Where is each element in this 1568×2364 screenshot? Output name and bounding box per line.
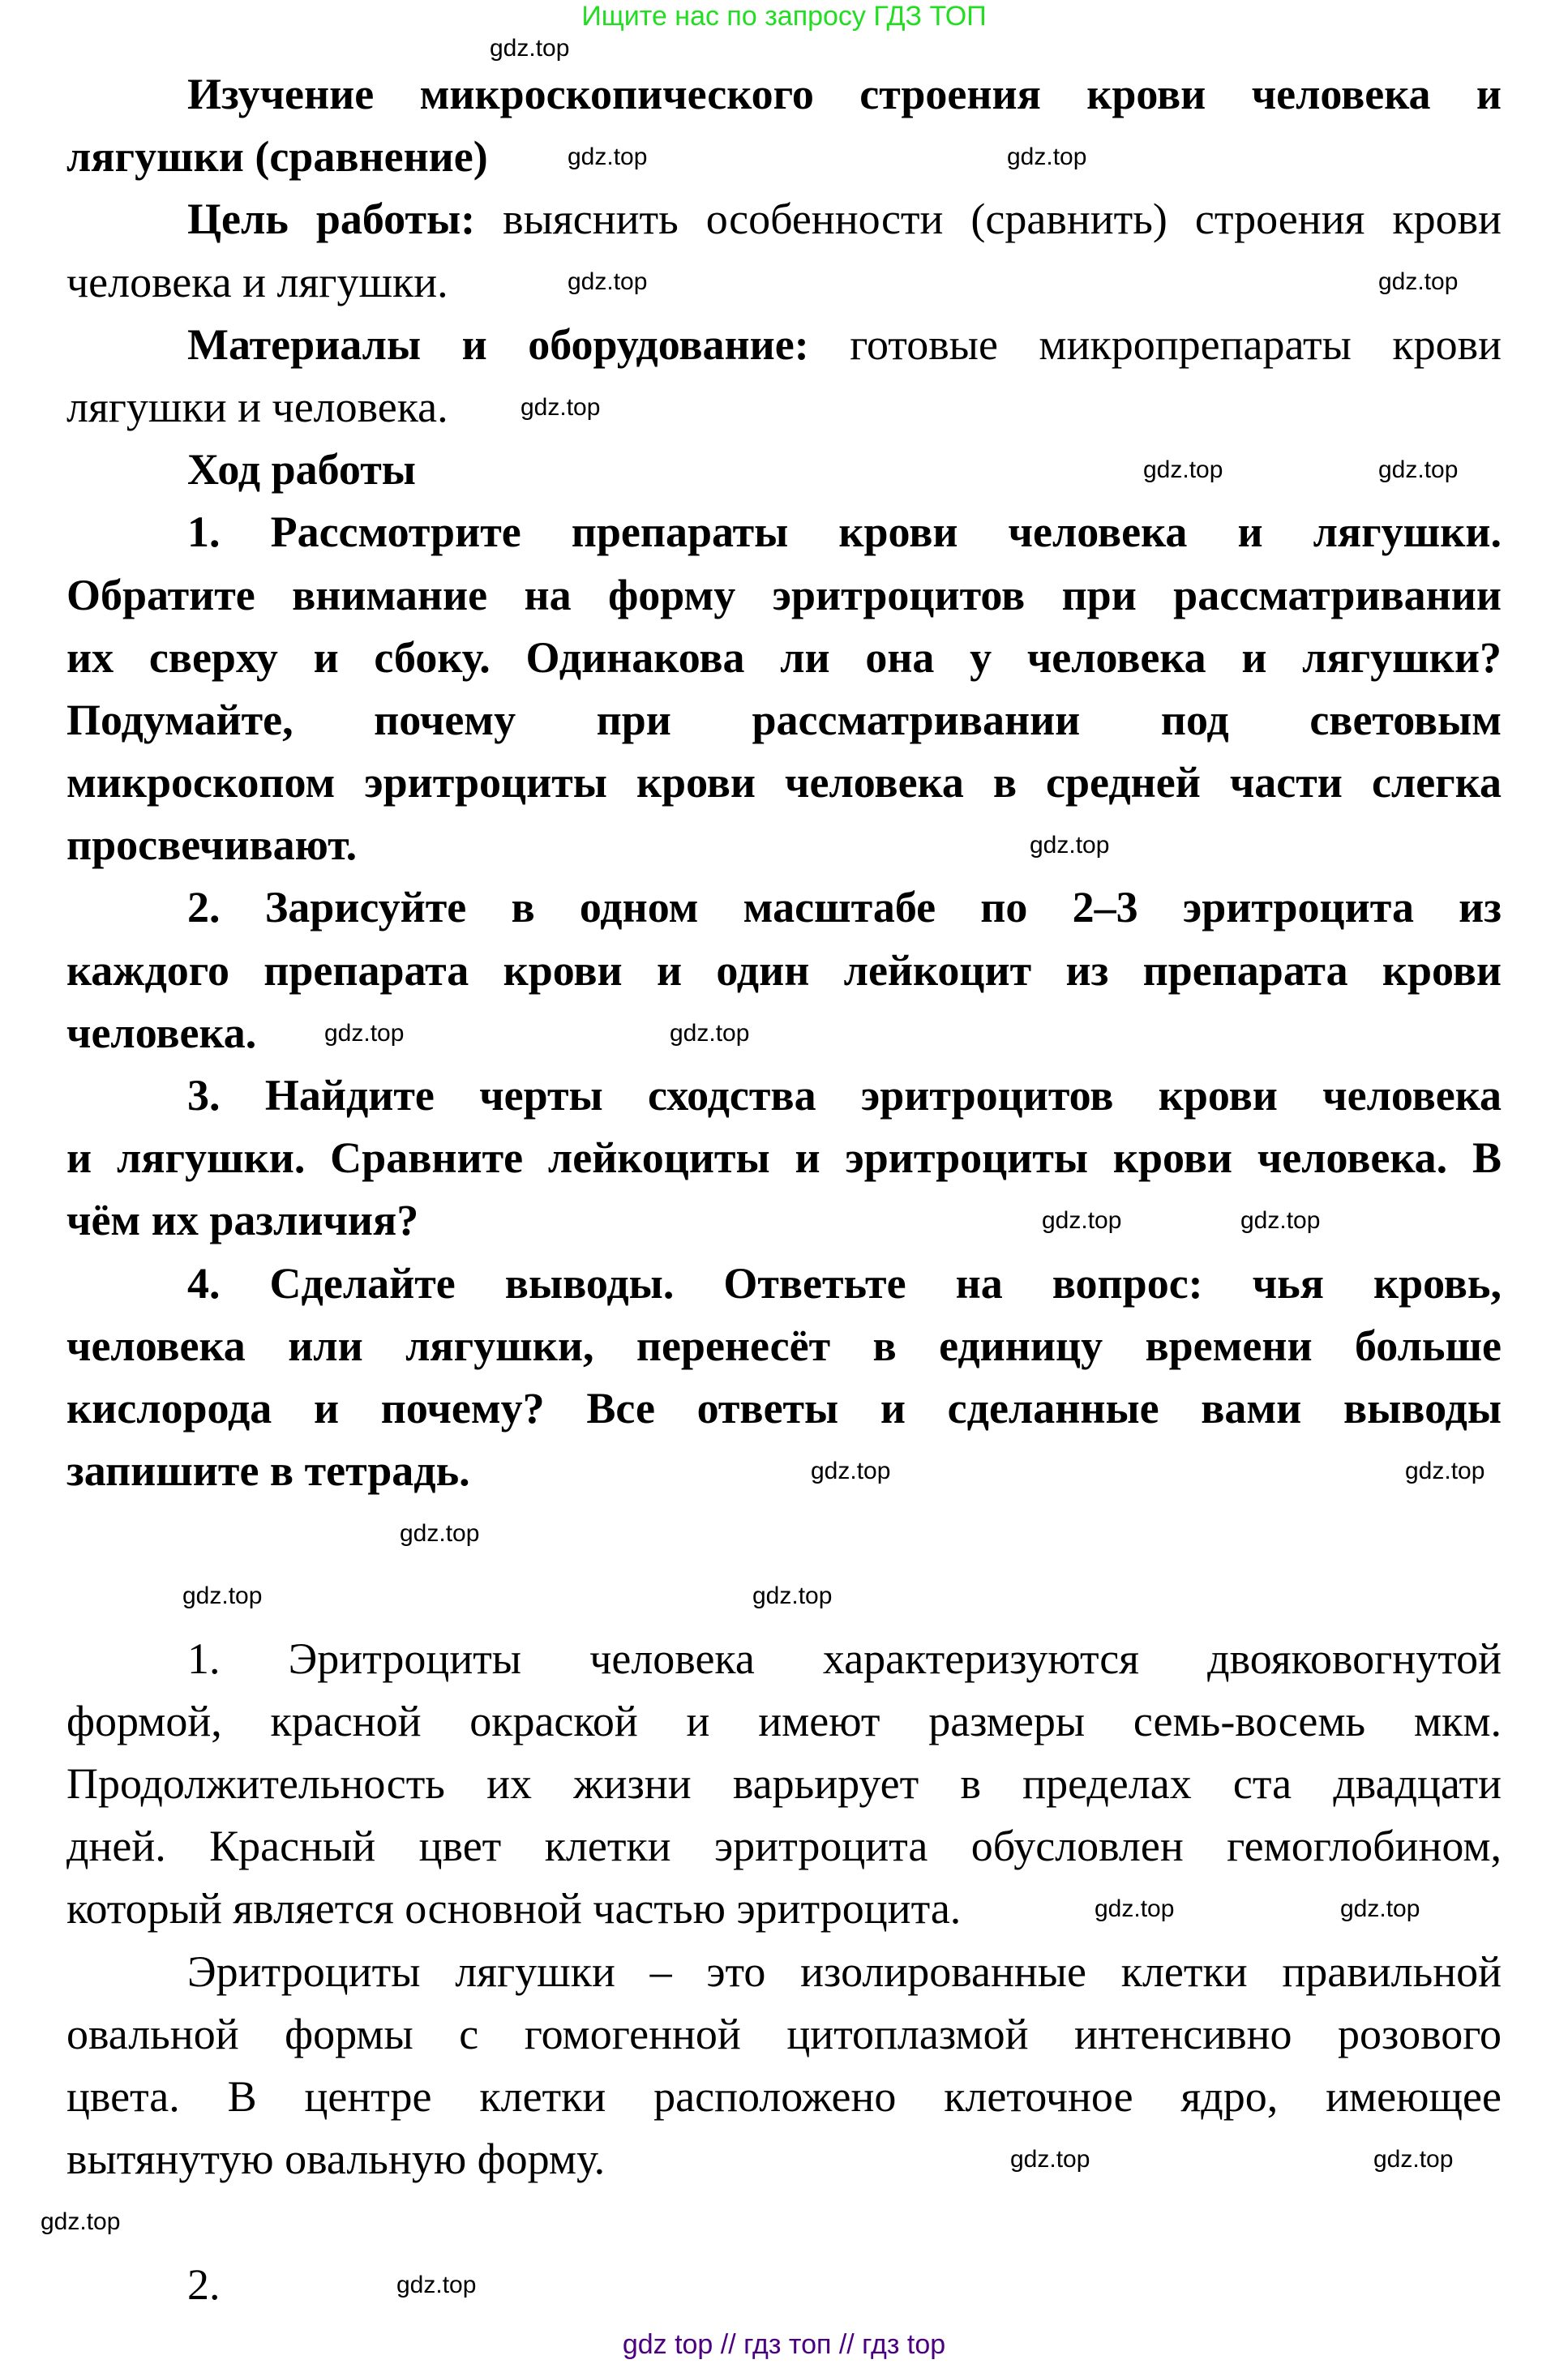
- watermark: gdz.top: [1240, 1207, 1321, 1234]
- body-text: выяснить особенности (сравнить) строения крови: [475, 195, 1502, 244]
- text-line: [66, 2003, 1502, 2066]
- body-text: 1. Эритроциты человека характеризуются двояковогнутой: [187, 1634, 1502, 1683]
- text-line: [66, 814, 1502, 876]
- body-text: Продолжительность их жизни варьирует в пределах ста двадцати: [66, 1759, 1502, 1809]
- body-text: готовые микропрепараты крови: [808, 319, 1502, 369]
- bold-text: человека или лягушки, перенесёт в единицу времени больше: [66, 1321, 1502, 1370]
- bold-text: чём их различия?: [66, 1196, 419, 1245]
- bold-text: 4. Сделайте выводы. Ответьте на вопрос: чья кровь,: [187, 1258, 1502, 1308]
- watermark: gdz.top: [1143, 456, 1223, 483]
- text-line: [66, 1127, 1502, 1189]
- body-text: который является основной частью эритроцита.: [66, 1884, 962, 1934]
- body-text: дней. Красный цвет клетки эритроцита обусловлен гемоглобином,: [66, 1822, 1502, 1871]
- bold-text: их сверху и сбоку. Одинакова ли она у человека и лягушки?: [66, 632, 1502, 682]
- text-line: [66, 439, 1502, 501]
- body-text: формой, красной окраской и имеют размеры семь-восемь мкм.: [66, 1696, 1502, 1745]
- text-line: [66, 1628, 1502, 1690]
- body-text: 2.: [187, 2259, 221, 2309]
- bold-text: 3. Найдите черты сходства эритроцитов крови человека: [187, 1071, 1502, 1120]
- watermark: gdz.top: [1340, 1895, 1420, 1922]
- text-line: [66, 627, 1502, 689]
- bold-text: Ход работы: [187, 445, 416, 495]
- watermark: gdz.top: [1378, 268, 1459, 295]
- text-line: [66, 2066, 1502, 2128]
- watermark: gdz.top: [1378, 456, 1459, 483]
- body-text: человека и лягушки.: [66, 257, 448, 306]
- watermark: gdz.top: [1405, 1458, 1485, 1484]
- watermark: gdz.top: [396, 2272, 477, 2298]
- footer-links: gdz top // гдз топ // гдз top: [622, 2329, 946, 2360]
- bold-text: Обратите внимание на форму эритроцитов при рассматривании: [66, 570, 1502, 619]
- text-line: [66, 1253, 1502, 1315]
- text-line: [66, 752, 1502, 814]
- bold-text: человека.: [66, 1008, 257, 1057]
- bold-text: кислорода и почему? Все ответы и сделанные вами выводы: [66, 1383, 1502, 1433]
- text-line: [66, 1941, 1502, 2003]
- document-body: [66, 63, 1502, 2316]
- watermark: gdz.top: [41, 2208, 121, 2235]
- bold-text: и лягушки. Сравните лейкоциты и эритроциты крови человека. В: [66, 1133, 1502, 1183]
- bold-text: 2. Зарисуйте в одном масштабе по 2–3 эритроцита из: [187, 883, 1502, 932]
- text-line: [66, 1377, 1502, 1440]
- bold-text: Цель работы:: [187, 195, 476, 244]
- text-line: [66, 376, 1502, 439]
- bold-text: 1. Рассмотрите препараты крови человека и лягушки.: [187, 507, 1502, 557]
- text-line: [66, 2191, 1502, 2253]
- text-line: [66, 501, 1502, 563]
- body-text: лягушки и человека.: [66, 382, 448, 431]
- text-line: [66, 1502, 1502, 1565]
- watermark: gdz.top: [1010, 2146, 1090, 2173]
- watermark: gdz.top: [568, 268, 648, 295]
- watermark: gdz.top: [1042, 1207, 1122, 1234]
- watermark: gdz.top: [752, 1582, 833, 1609]
- body-text: вытянутую овальную форму.: [66, 2135, 606, 2184]
- text-line: [66, 1064, 1502, 1127]
- body-text: цвета. В центре клетки расположено клеточное ядро, имеющее: [66, 2072, 1502, 2121]
- text-line: [66, 564, 1502, 627]
- watermark: gdz.top: [182, 1582, 263, 1609]
- watermark: gdz.top: [568, 143, 648, 170]
- text-line: [66, 126, 1502, 188]
- text-line: [66, 940, 1502, 1002]
- bold-text: микроскопом эритроциты крови человека в средней части слегка: [66, 758, 1502, 807]
- watermark: gdz.top: [400, 1520, 480, 1547]
- text-line: [66, 1440, 1502, 1502]
- bold-text: Изучение микроскопического строения крови человека и: [187, 70, 1502, 118]
- body-text: Эритроциты лягушки – это изолированные клетки правильной: [187, 1946, 1502, 1996]
- bold-text: Материалы и оборудование:: [187, 319, 809, 369]
- text-line: [66, 1315, 1502, 1377]
- text-line: [66, 2128, 1502, 2191]
- text-line: [66, 1002, 1502, 1064]
- text-line: [66, 2254, 1502, 2316]
- text-line: [66, 876, 1502, 939]
- text-line: [66, 689, 1502, 752]
- body-text: овальной формы с гомогенной цитоплазмой интенсивно розового: [66, 2009, 1502, 2058]
- search-banner: Ищите нас по запросу ГДЗ ТОП: [581, 1, 987, 32]
- text-line: [66, 1815, 1502, 1878]
- text-line: [66, 188, 1502, 251]
- watermark: gdz.top: [521, 394, 601, 421]
- bold-text: просвечивают.: [66, 820, 358, 870]
- text-line: [66, 63, 1502, 126]
- bold-text: каждого препарата крови и один лейкоцит из препарата крови: [66, 945, 1502, 995]
- bold-text: Подумайте, почему при рассматривании под световым: [66, 695, 1502, 744]
- watermark: gdz.top: [490, 35, 570, 62]
- watermark: gdz.top: [1030, 832, 1110, 859]
- watermark: gdz.top: [670, 1020, 750, 1047]
- watermark: gdz.top: [1373, 2146, 1454, 2173]
- text-line: [66, 1753, 1502, 1815]
- text-line: [66, 251, 1502, 314]
- text-line: [66, 314, 1502, 376]
- bold-text: лягушки (сравнение): [66, 132, 488, 182]
- text-line: [66, 1878, 1502, 1940]
- text-line: [66, 1690, 1502, 1753]
- watermark: gdz.top: [1007, 143, 1087, 170]
- watermark: gdz.top: [1095, 1895, 1175, 1922]
- watermark: gdz.top: [811, 1458, 891, 1484]
- bold-text: запишите в тетрадь.: [66, 1446, 470, 1496]
- watermark: gdz.top: [324, 1020, 405, 1047]
